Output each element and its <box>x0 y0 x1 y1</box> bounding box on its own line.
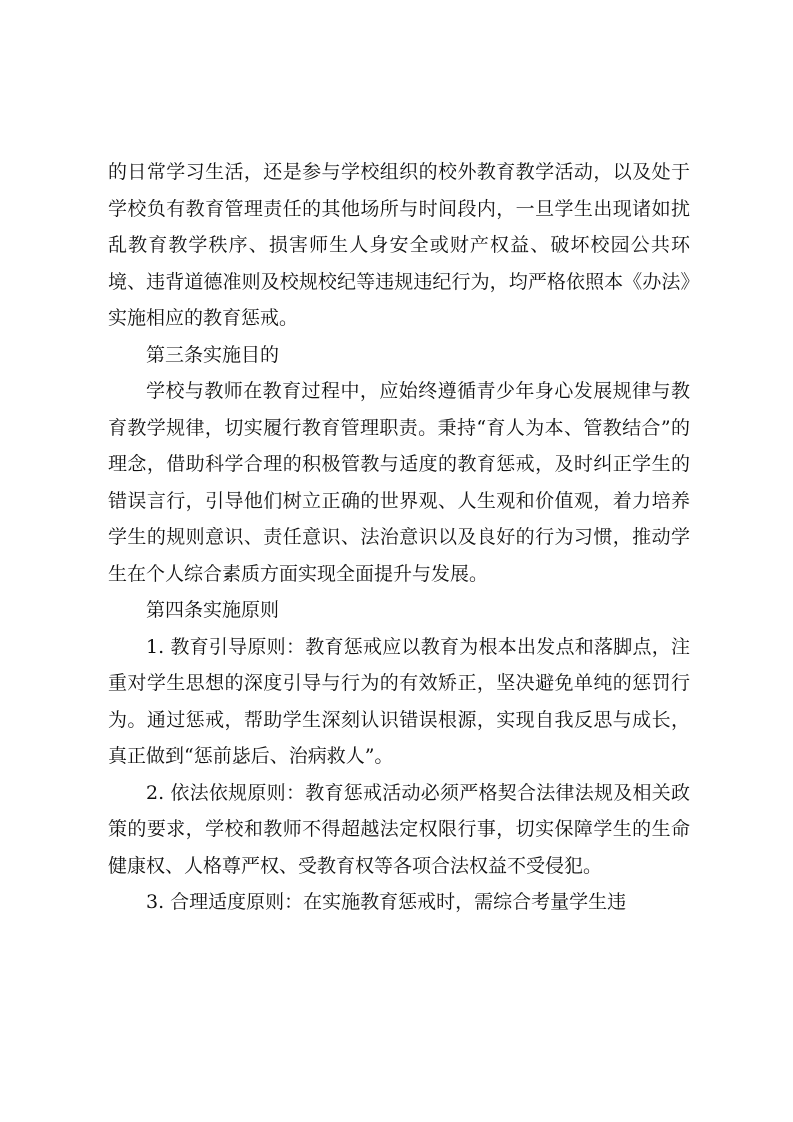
principle-item: 3. 合理适度原则：在实施教育惩戒时，需综合考量学生违 <box>146 891 627 913</box>
article-heading: 第四条实施原则 <box>146 599 280 621</box>
body-paragraph: 学校与教师在教育过程中，应始终遵循青少年身心发展规律与教育教学规律，切实履行教育管理职责。秉持“育人为本、管教结合”的理念，借助科学合理的积极管教与适度的教育惩戒，及时纠正学生的错误言行，引导他们树立正确的世界观、人生观和价值观，着力培养学生的规则意识、责任意识、法治意识以及良好的行为习惯，推动学生在个人综合素质方面实现全面提升与发展。 <box>108 380 690 585</box>
principle-item: 1. 教育引导原则：教育惩戒应以教育为根本出发点和落脚点，注重对学生思想的深度引导与行为的有效矫正，坚决避免单纯的惩罚行为。通过惩戒，帮助学生深刻认识错误根源，实现自我反思与成长，真正做到“惩前毖后、治病救人”。 <box>108 635 690 767</box>
principle-item: 2. 依法依规原则：教育惩戒活动必须严格契合法律法规及相关政策的要求，学校和教师不得超越法定权限行事，切实保障学生的生命健康权、人格尊严权、受教育权等各项合法权益不受侵犯。 <box>108 781 690 877</box>
article-heading: 第三条实施目的 <box>146 343 280 366</box>
body-paragraph: 的日常学习生活，还是参与学校组织的校外教育教学活动，以及处于学校负有教育管理责任的其他场所与时间段内，一旦学生出现诸如扰乱教育教学秩序、损害师生人身安全或财产权益、破坏校园公共环境、违背道德准则及校规校纪等违规违纪行为，均严格依照本《办法》实施相应的教育惩戒。 <box>108 161 690 329</box>
document-body <box>108 154 690 921</box>
